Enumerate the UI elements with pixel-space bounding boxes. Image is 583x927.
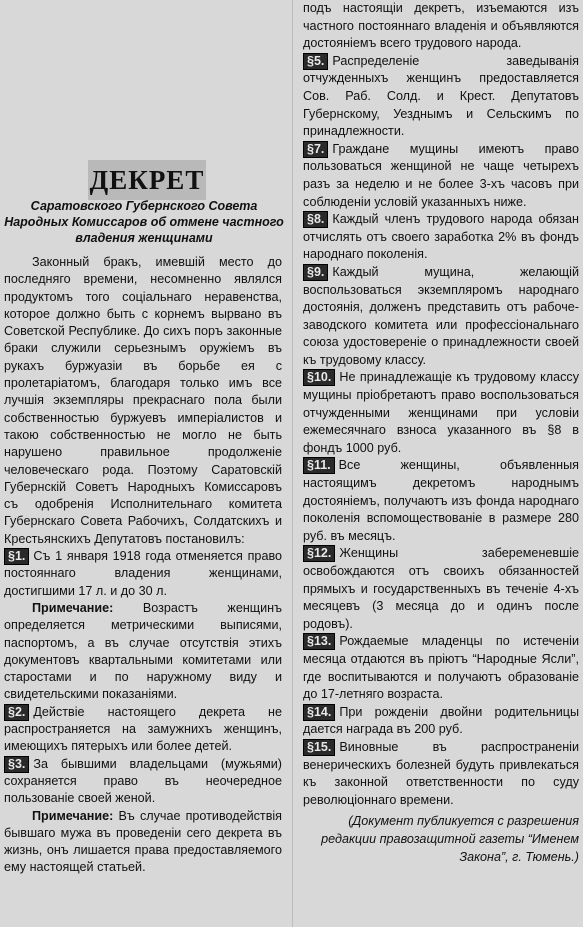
section-number: §12.: [303, 545, 335, 562]
section-number: §7.: [303, 141, 328, 158]
section-text: Съ 1 января 1918 года отменяется право постояннаго владения женщинами, достигшими 17 л. и до 30 л.: [4, 549, 282, 598]
left-column: [4, 254, 282, 877]
section-text: Действiе настоящего декрета не распространяется на замужнихъ женщинъ, имеющихъ пятерыхъ или более детей.: [4, 704, 282, 754]
section-text: Все женщины, объявленныя настоящимъ декретомъ народнымъ достоянiемъ, получаютъ изъ фонда народнаго поколенiя вспомоществованiе в размере 280 руб. въ месяцъ.: [303, 458, 579, 543]
section-text: Женщины забеременевшiе освобождаются отъ своихъ обязанностей прямыхъ и государственныхъ въ теченiе 4-хъ месяцевъ (3 месяца до и одинъ после родовъ).: [303, 546, 579, 631]
section-number: §11.: [303, 457, 335, 474]
section-number: §8.: [303, 211, 328, 228]
right-column: [303, 0, 579, 866]
section-text: Граждане мущины имеютъ право пользоваться женщиной не чаще четырехъ разъ за неделю и не более 3-хъ часовъ при соблюденiи условiй указанныхъ ниже.: [303, 141, 579, 209]
section-10: [303, 369, 579, 457]
decree-title: ДЕКРЕТ: [88, 160, 206, 200]
section-number: §13.: [303, 633, 335, 650]
note-1: [4, 600, 282, 704]
publication-credit: (Документ публикуется с разрешения редакции правозащитной газеты “Именем Закона”, г. Тюмень.): [321, 814, 579, 864]
section-number: §5.: [303, 53, 328, 70]
section-number: §14.: [303, 704, 335, 721]
decree-subtitle: Саратовского Губернского Совета Народных Комиссаров об отмене частного владения женщинами: [4, 199, 284, 245]
section-12: [303, 545, 579, 633]
section-5: [303, 53, 579, 141]
section-text: При рожденiи двойни родительницы дается награда въ 200 руб.: [303, 704, 579, 737]
intro-paragraph: Законный бракъ, имевшiй место до последняго времени, несомненно являлся продуктомъ того соцiальнаго неравенства, которое должно быть с корнемъ вырвано въ Советской Республике. До сихъ поръ законные браки служили серьезнымъ оружiемъ въ рукахъ буржуазiи въ борьбе ея с пролетарiатомъ, благодаря только имъ все лучшiя экземпляры прекраснаго пола были собственностью буржуевъ имперiалистов и такою собственностью не могло не быть нарушено правильное продолженiе человеческаго рода. Поэтому Саратовскiй Губернскiй Советъ Народныхъ Комиссаровъ съ одобренiя Исполнительнаго комитета Губернскаго Совета Рабочихъ, Солдатскихъ и Крестьянскихъ Депутатовъ постановилъ:: [4, 255, 282, 546]
section-4-continuation: подъ настоящiи декретъ, изъемаются изъ частного постояннаго владенiя и объявляются достоянiемъ всего трудового народа.: [303, 1, 579, 51]
section-text: За бывшими владельцами (мужьями) сохраняется право въ неочередное пользованiе своей женой.: [4, 756, 282, 806]
section-11: [303, 457, 579, 545]
section-14: [303, 704, 579, 739]
section-text: Распределенiе заведыванiя отчужденныхъ женщинъ предоставляется Сов. Раб. Солд. и Крест. Депутатовъ Губернскому, Уезднымъ и Сельскимъ по принадлежности.: [303, 53, 579, 139]
section-number: §15.: [303, 739, 335, 756]
section-number: §10.: [303, 369, 335, 386]
note-text: Возрастъ женщинъ определяется метрическими выписями, паспортомъ, а въ случае отсутствiя этихъ документовъ квартальными комитетами или старостами и по наружному виду и свидетельскими показанiями.: [4, 600, 282, 702]
section-9: [303, 264, 579, 370]
section-number: §9.: [303, 264, 328, 281]
section-number: §3.: [4, 756, 29, 773]
section-2: [4, 704, 282, 756]
section-7: [303, 141, 579, 211]
section-number: §1.: [4, 548, 29, 565]
section-text: Рождаемые младенцы по истеченiи месяца отдаются въ прiютъ “Народные Ясли”, где воспитываются и получаютъ образованiе до 17-летняго возраста.: [303, 634, 579, 702]
section-3: [4, 756, 282, 808]
section-8: [303, 211, 579, 264]
section-text: Каждый членъ трудового народа обязан отчислять отъ своего заработка 2% въ фондъ народнаго поколенiя.: [303, 212, 579, 262]
section-13: [303, 633, 579, 703]
column-divider: [292, 0, 293, 927]
section-text: Каждый мущина, желающiй воспользоваться экземпляромъ народнаго достоянiя, долженъ представить отъ рабоче-заводского комитета или профессiональнаго союза удостоверенiе о принадлежности своей къ трудовому классу.: [303, 264, 579, 367]
section-1: [4, 548, 282, 600]
section-text: Не принадлежащiе къ трудовому классу мущины прiобретаютъ право воспользоваться отчужденными женщинами при условiи ежемесячнаго взноса указанного въ §8 в фондъ 1000 руб.: [303, 370, 579, 455]
note-2: [4, 808, 282, 877]
section-text: Виновные въ распространенiи венерическихъ болезней будуть привлекаться къ законной ответственности по суду революцiоннаго времени.: [303, 739, 579, 807]
note-label: Примечание:: [32, 600, 114, 615]
note-text: Въ случае противодействiя бывшаго мужа въ проведенiи сего декрета въ жизнь, онъ лишается права предоставляемого ему настоящей статьей.: [4, 808, 282, 875]
section-15: [303, 739, 579, 809]
section-number: §2.: [4, 704, 29, 721]
note-label: Примечание:: [32, 808, 114, 823]
